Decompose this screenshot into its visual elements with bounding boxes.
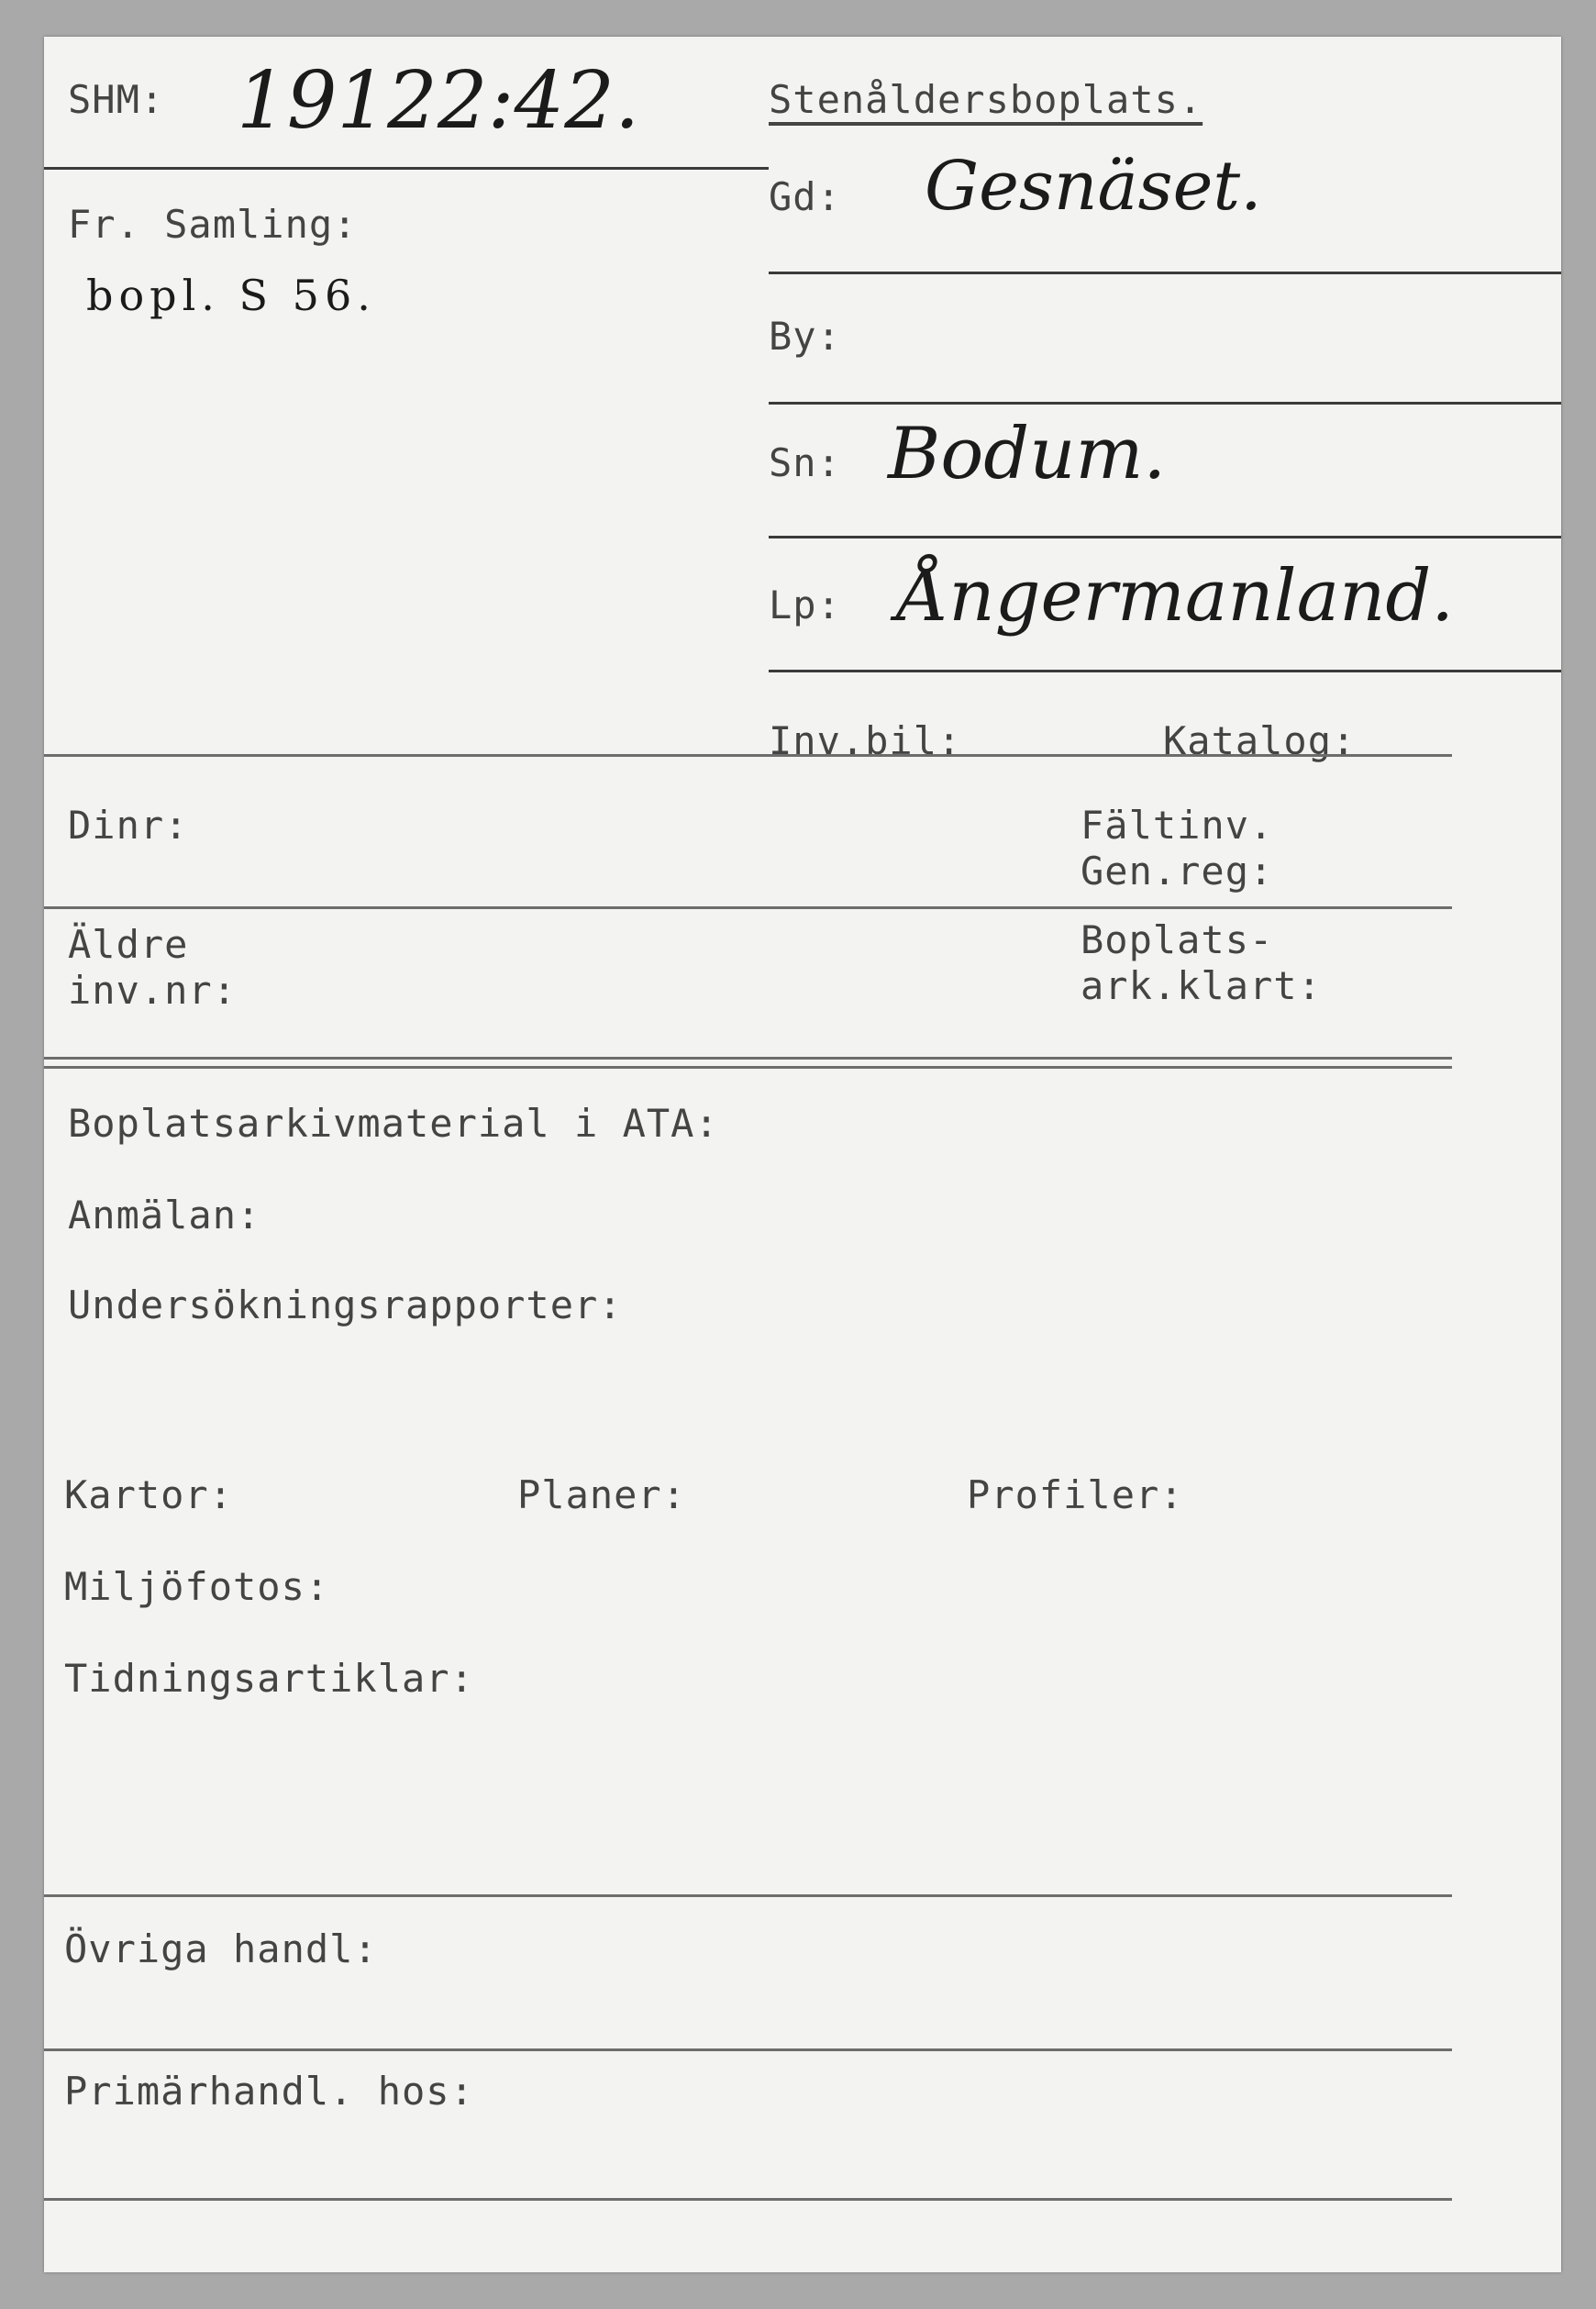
aldre-label-1: Äldre	[68, 922, 189, 967]
lp-line	[769, 670, 1561, 672]
sn-label: Sn:	[769, 440, 841, 485]
shm-value: 19122:42.	[237, 55, 640, 147]
divider-3a	[44, 1057, 1452, 1060]
undersokning-label: Undersökningsrapporter:	[68, 1282, 623, 1327]
fr-samling-value: bopl. S 56.	[86, 271, 376, 320]
miljofotos-label: Miljöfotos:	[64, 1564, 330, 1609]
gd-line	[769, 272, 1561, 274]
by-line	[769, 402, 1561, 405]
catalog-card	[44, 37, 1561, 2272]
divider-4	[44, 1894, 1452, 1897]
category-heading: Stenåldersboplats.	[769, 77, 1203, 122]
planer-label: Planer:	[517, 1472, 687, 1517]
ata-label: Boplatsarkivmaterial i ATA:	[68, 1101, 719, 1146]
gen-reg-label: Gen.reg:	[1081, 849, 1274, 894]
gd-label: Gd:	[769, 174, 841, 219]
lp-value: Ångermanland.	[897, 555, 1455, 638]
fr-samling-label: Fr. Samling:	[68, 202, 358, 247]
divider-1	[44, 754, 1452, 757]
divider-3b	[44, 1066, 1452, 1069]
primarhandl-label: Primärhandl. hos:	[64, 2069, 474, 2114]
sn-value: Bodum.	[888, 413, 1167, 495]
faltinv-label: Fältinv.	[1081, 803, 1274, 848]
anmalan-label: Anmälan:	[68, 1193, 261, 1238]
shm-divider	[44, 167, 769, 170]
lp-label: Lp:	[769, 583, 841, 627]
gd-value: Gesnäset.	[925, 147, 1262, 226]
divider-2	[44, 906, 1452, 909]
kartor-label: Kartor:	[64, 1472, 234, 1517]
boplats-label-1: Boplats-	[1081, 917, 1274, 962]
boplats-label-2: ark.klart:	[1081, 963, 1322, 1008]
dinr-label: Dinr:	[68, 803, 189, 848]
by-label: By:	[769, 314, 841, 359]
tidningsartiklar-label: Tidningsartiklar:	[64, 1656, 474, 1701]
profiler-label: Profiler:	[967, 1472, 1184, 1517]
sn-line	[769, 536, 1561, 538]
katalog-label: Katalog:	[1163, 718, 1357, 763]
divider-5	[44, 2048, 1452, 2051]
divider-6	[44, 2198, 1452, 2201]
inv-bil-label: Inv.bil:	[769, 718, 962, 763]
shm-label: SHM:	[68, 77, 165, 122]
ovriga-label: Övriga handl:	[64, 1926, 378, 1971]
aldre-label-2: inv.nr:	[68, 968, 238, 1013]
